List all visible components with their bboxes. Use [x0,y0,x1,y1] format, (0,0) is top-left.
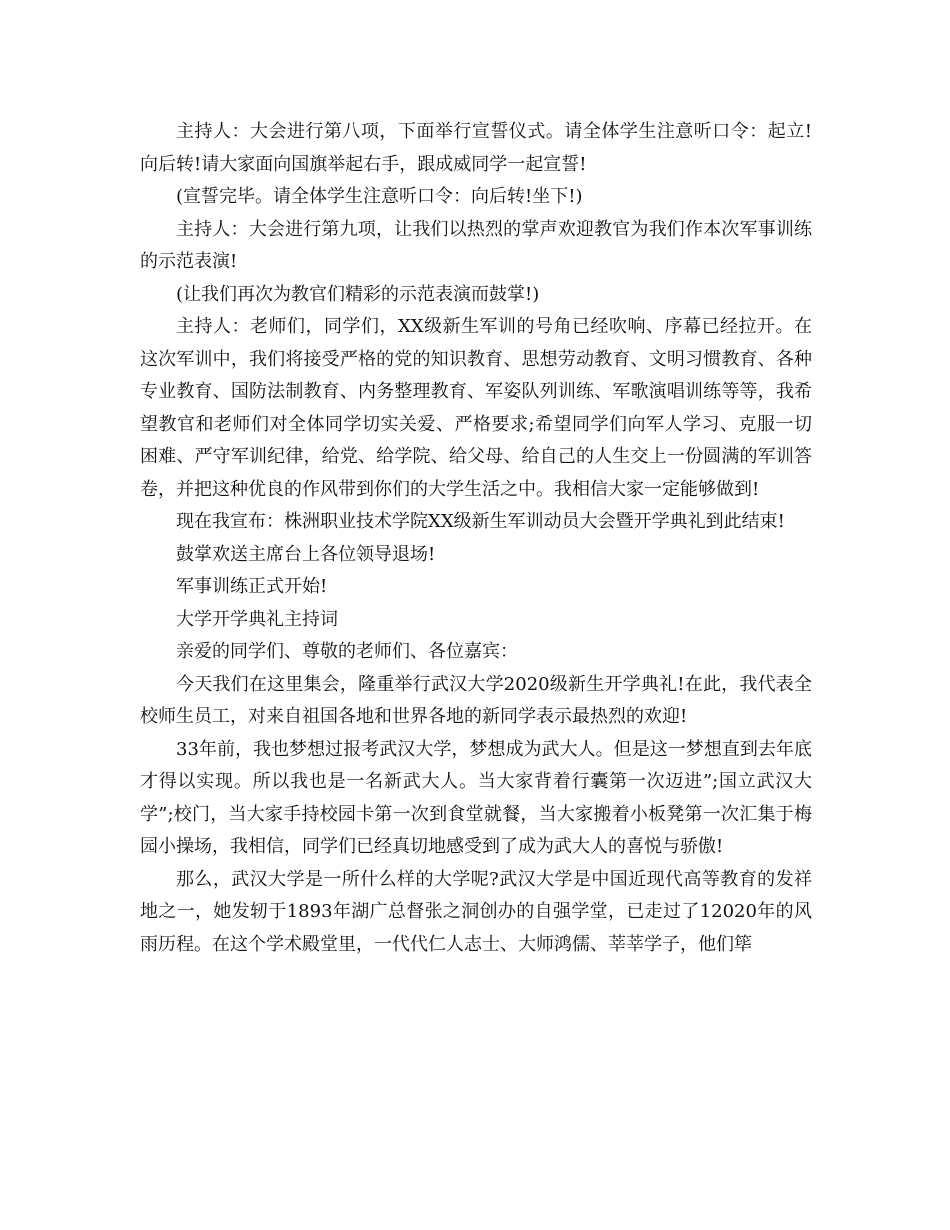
paragraph-greeting: 亲爱的同学们、尊敬的老师们、各位嘉宾： [176,641,518,662]
paragraph-applause: (让我们再次为教官们精彩的示范表演而鼓掌!) [176,283,540,305]
paragraph-training-start: 军事训练正式开始! [176,576,328,597]
paragraph-farewell: 鼓掌欢送主席台上各位领导退场! [176,543,436,565]
section-heading: 大学开学典礼主持词 [176,608,338,630]
paragraph-oath-ceremony: 主持人：大会进行第八项，下面举行宣誓仪式。请全体学生注意听口令：起立!向后转!请大家面向国旗举起右手，跟成威同学一起宣誓! [140,121,812,175]
document-body [140,116,812,961]
paragraph-memory: 33年前，我也梦想过报考武汉大学，梦想成为武大人。但是这一梦想直到去年底才得以实现。所以我也是一名新武大人。当大家背着行囊第一次迈进”;国立武汉大学”;校门，当大家手持校园卡第一次到食堂就餐，当大家搬着小板凳第一次汇集于梅园小操场，我相信，同学们已经真切地感受到了成为武大人的喜悦与骄傲! [140,738,812,857]
paragraph-welcome: 今天我们在这里集会，隆重举行武汉大学2020级新生开学典礼!在此，我代表全校师生员工，对来自祖国各地和世界各地的新同学表示最热烈的欢迎! [140,673,812,727]
paragraph-host-speech: 主持人：老师们，同学们，XX级新生军训的号角已经吹响、序幕已经拉开。在这次军训中，我们将接受严格的党的知识教育、思想劳动教育、文明习惯教育、各种专业教育、国防法制教育、内务整理教育、军姿队列训练、军歌演唱训练等等，我希望教官和老师们对全体同学切实关爱、严格要求;希望同学们向军人学习、克服一切困难、严守军训纪律，给党、给学院、给父母、给自己的人生交上一份圆满的军训答卷，并把这种优良的作风带到你们的大学生活之中。我相信大家一定能够做到! [140,316,812,500]
paragraph-announcement: 现在我宣布：株洲职业技术学院XX级新生军训动员大会暨开学典礼到此结束! [176,511,785,532]
paragraph-university-history: 那么，武汉大学是一所什么样的大学呢?武汉大学是中国近现代高等教育的发祥地之一，她发轫于1893年湖广总督张之洞创办的自强学堂，已走过了12020年的风雨历程。在这个学术殿堂里，一代代仁人志士、大师鸿儒、莘莘学子，他们筚 [140,868,812,955]
paragraph-oath-complete: (宣誓完毕。请全体学生注意听口令：向后转!坐下!) [176,186,583,207]
paragraph-demonstration: 主持人：大会进行第九项，让我们以热烈的掌声欢迎教官为我们作本次军事训练的示范表演! [140,218,812,272]
